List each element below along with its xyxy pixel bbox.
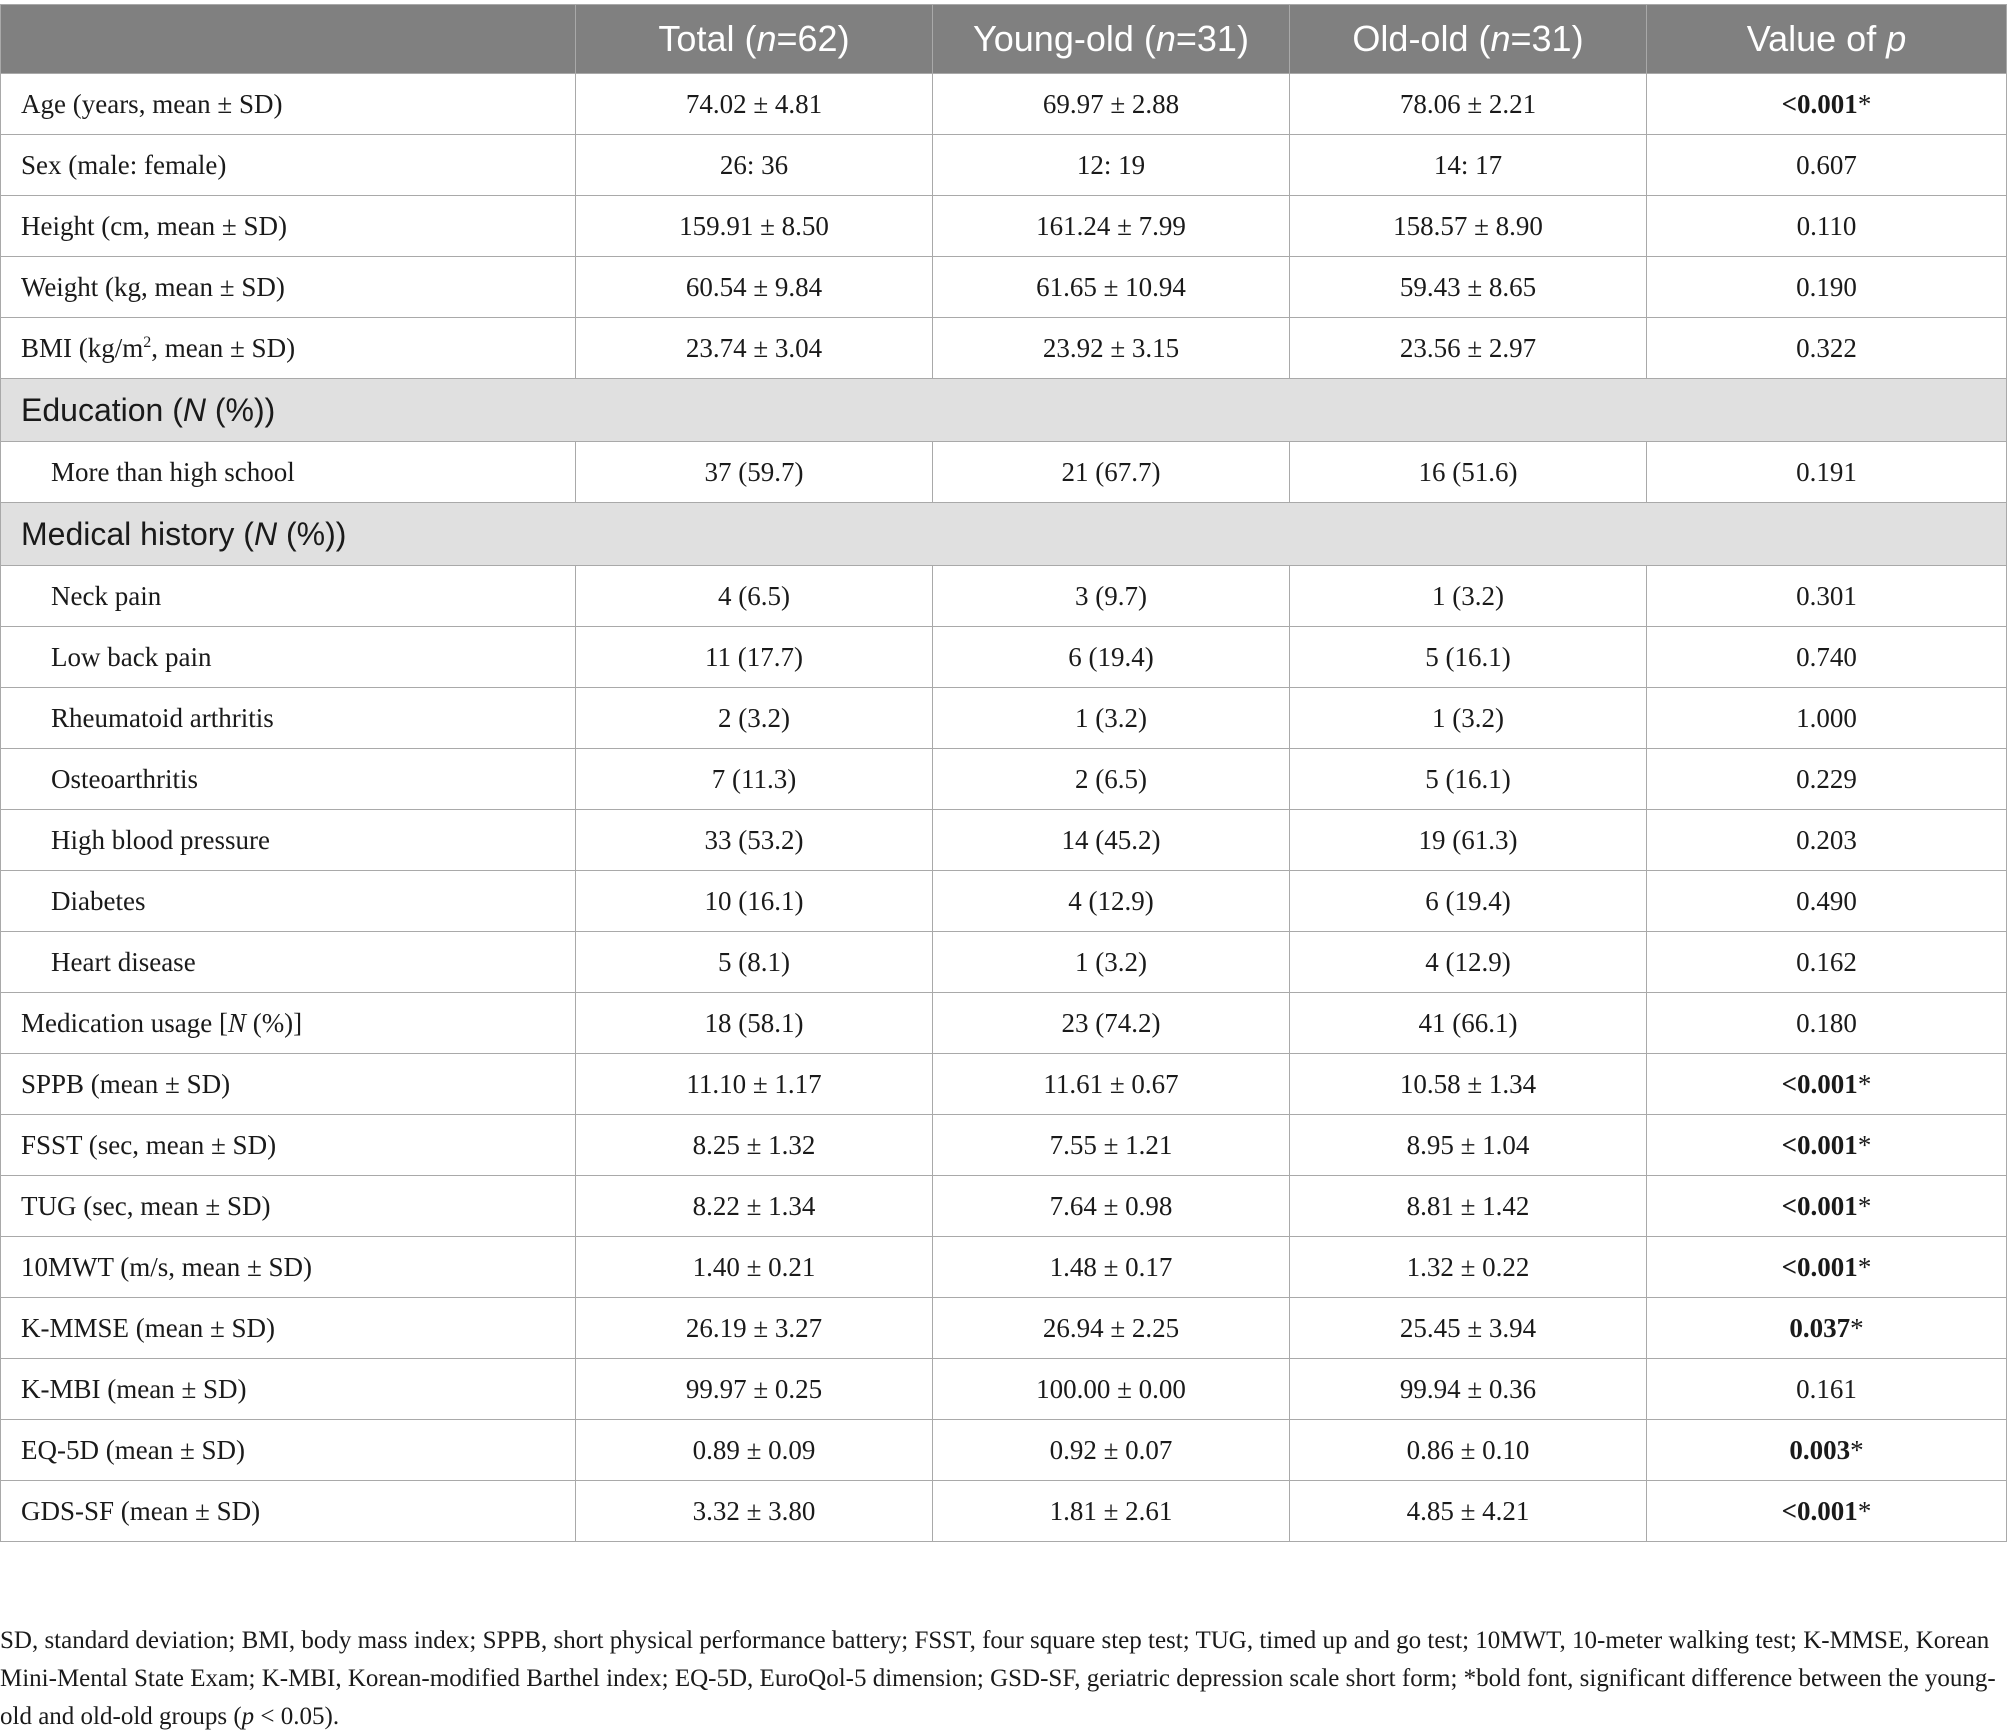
cell-total: 4 (6.5) — [576, 566, 933, 627]
header-p-value: Value of p — [1647, 5, 2007, 74]
row-label: Height (cm, mean ± SD) — [1, 196, 576, 257]
row-label: Rheumatoid arthritis — [1, 688, 576, 749]
cell-old-old: 8.95 ± 1.04 — [1290, 1115, 1647, 1176]
table-row — [1, 566, 2007, 627]
section-education — [1, 379, 2007, 442]
header-young-old: Young-old (n=31) — [933, 5, 1290, 74]
row-label: More than high school — [1, 442, 576, 503]
cell-total: 5 (8.1) — [576, 932, 933, 993]
row-label: Neck pain — [1, 566, 576, 627]
cell-young-old: 11.61 ± 0.67 — [933, 1054, 1290, 1115]
row-label: Medication usage [N (%)] — [1, 993, 576, 1054]
table-row — [1, 1054, 2007, 1115]
table-footnote: SD, standard deviation; BMI, body mass index; SPPB, short physical performance battery; FSST, four square step test; TUG, timed up and go test; 10MWT, 10-meter walking test; K-MMSE, Korean Mini-Mental State Exam; K-MBI, Korean-modified Barthel index; EQ-5D, EuroQol-5 dimension; GSD-SF, geriatric depression scale short form; *bold font, significant difference between the young-old and old-old groups (p < 0.05). — [0, 1627, 1996, 1730]
table-header — [1, 5, 2007, 74]
cell-total: 11.10 ± 1.17 — [576, 1054, 933, 1115]
cell-p-value: 0.190 — [1647, 257, 2007, 318]
cell-total: 99.97 ± 0.25 — [576, 1359, 933, 1420]
row-label: GDS-SF (mean ± SD) — [1, 1481, 576, 1542]
table-row — [1, 871, 2007, 932]
cell-total: 23.74 ± 3.04 — [576, 318, 933, 379]
table-row — [1, 810, 2007, 871]
cell-p-value: 0.740 — [1647, 627, 2007, 688]
cell-p-value: <0.001* — [1647, 1115, 2007, 1176]
section-heading: Medical history (N (%)) — [1, 503, 2007, 566]
cell-p-value: 0.003* — [1647, 1420, 2007, 1481]
table-row — [1, 932, 2007, 993]
table-row — [1, 135, 2007, 196]
row-label: Osteoarthritis — [1, 749, 576, 810]
cell-p-value: <0.001* — [1647, 1481, 2007, 1542]
row-label: 10MWT (m/s, mean ± SD) — [1, 1237, 576, 1298]
row-label: Heart disease — [1, 932, 576, 993]
row-label: Sex (male: female) — [1, 135, 576, 196]
cell-young-old: 1.48 ± 0.17 — [933, 1237, 1290, 1298]
table-row — [1, 257, 2007, 318]
cell-old-old: 10.58 ± 1.34 — [1290, 1054, 1647, 1115]
cell-young-old: 21 (67.7) — [933, 442, 1290, 503]
cell-young-old: 12: 19 — [933, 135, 1290, 196]
cell-p-value: 0.191 — [1647, 442, 2007, 503]
table-row — [1, 993, 2007, 1054]
cell-p-value: 0.607 — [1647, 135, 2007, 196]
cell-old-old: 78.06 ± 2.21 — [1290, 74, 1647, 135]
cell-total: 10 (16.1) — [576, 871, 933, 932]
row-label: K-MBI (mean ± SD) — [1, 1359, 576, 1420]
cell-p-value: 0.180 — [1647, 993, 2007, 1054]
row-label: High blood pressure — [1, 810, 576, 871]
cell-total: 11 (17.7) — [576, 627, 933, 688]
header-empty — [1, 5, 576, 74]
cell-old-old: 6 (19.4) — [1290, 871, 1647, 932]
cell-p-value: 0.037* — [1647, 1298, 2007, 1359]
cell-young-old: 1 (3.2) — [933, 688, 1290, 749]
row-label: FSST (sec, mean ± SD) — [1, 1115, 576, 1176]
cell-old-old: 19 (61.3) — [1290, 810, 1647, 871]
cell-total: 159.91 ± 8.50 — [576, 196, 933, 257]
cell-young-old: 23.92 ± 3.15 — [933, 318, 1290, 379]
cell-young-old: 26.94 ± 2.25 — [933, 1298, 1290, 1359]
cell-young-old: 4 (12.9) — [933, 871, 1290, 932]
cell-old-old: 8.81 ± 1.42 — [1290, 1176, 1647, 1237]
cell-old-old: 0.86 ± 0.10 — [1290, 1420, 1647, 1481]
cell-old-old: 25.45 ± 3.94 — [1290, 1298, 1647, 1359]
cell-p-value: <0.001* — [1647, 1237, 2007, 1298]
cell-old-old: 99.94 ± 0.36 — [1290, 1359, 1647, 1420]
row-label: EQ-5D (mean ± SD) — [1, 1420, 576, 1481]
cell-young-old: 61.65 ± 10.94 — [933, 257, 1290, 318]
header-row — [1, 5, 2007, 74]
cell-total: 18 (58.1) — [576, 993, 933, 1054]
cell-total: 1.40 ± 0.21 — [576, 1237, 933, 1298]
cell-total: 8.25 ± 1.32 — [576, 1115, 933, 1176]
cell-young-old: 2 (6.5) — [933, 749, 1290, 810]
table-row — [1, 1420, 2007, 1481]
table-row — [1, 1298, 2007, 1359]
cell-p-value: 0.162 — [1647, 932, 2007, 993]
cell-old-old: 1.32 ± 0.22 — [1290, 1237, 1647, 1298]
table-row — [1, 1115, 2007, 1176]
cell-old-old: 23.56 ± 2.97 — [1290, 318, 1647, 379]
cell-total: 3.32 ± 3.80 — [576, 1481, 933, 1542]
cell-total: 2 (3.2) — [576, 688, 933, 749]
table-row — [1, 749, 2007, 810]
cell-p-value: 0.229 — [1647, 749, 2007, 810]
row-label: Age (years, mean ± SD) — [1, 74, 576, 135]
cell-young-old: 7.64 ± 0.98 — [933, 1176, 1290, 1237]
cell-old-old: 5 (16.1) — [1290, 749, 1647, 810]
header-old-old: Old-old (n=31) — [1290, 5, 1647, 74]
cell-young-old: 1 (3.2) — [933, 932, 1290, 993]
cell-young-old: 6 (19.4) — [933, 627, 1290, 688]
row-label: Weight (kg, mean ± SD) — [1, 257, 576, 318]
cell-p-value: 0.161 — [1647, 1359, 2007, 1420]
cell-young-old: 1.81 ± 2.61 — [933, 1481, 1290, 1542]
cell-old-old: 16 (51.6) — [1290, 442, 1647, 503]
section-medical-history — [1, 503, 2007, 566]
cell-old-old: 4.85 ± 4.21 — [1290, 1481, 1647, 1542]
row-label: TUG (sec, mean ± SD) — [1, 1176, 576, 1237]
header-total: Total (n=62) — [576, 5, 933, 74]
cell-total: 0.89 ± 0.09 — [576, 1420, 933, 1481]
cell-total: 7 (11.3) — [576, 749, 933, 810]
cell-p-value: 0.110 — [1647, 196, 2007, 257]
cell-total: 33 (53.2) — [576, 810, 933, 871]
cell-old-old: 1 (3.2) — [1290, 566, 1647, 627]
row-label: K-MMSE (mean ± SD) — [1, 1298, 576, 1359]
cell-young-old: 23 (74.2) — [933, 993, 1290, 1054]
table-row — [1, 1176, 2007, 1237]
table-body — [1, 74, 2007, 1542]
cell-p-value: <0.001* — [1647, 1054, 2007, 1115]
table-row — [1, 1359, 2007, 1420]
cell-young-old: 100.00 ± 0.00 — [933, 1359, 1290, 1420]
row-label: Low back pain — [1, 627, 576, 688]
row-label: Diabetes — [1, 871, 576, 932]
table-row — [1, 1481, 2007, 1542]
cell-total: 74.02 ± 4.81 — [576, 74, 933, 135]
row-label: SPPB (mean ± SD) — [1, 1054, 576, 1115]
cell-total: 26: 36 — [576, 135, 933, 196]
cell-old-old: 4 (12.9) — [1290, 932, 1647, 993]
cell-p-value: 0.322 — [1647, 318, 2007, 379]
cell-young-old: 3 (9.7) — [933, 566, 1290, 627]
cell-p-value: 0.301 — [1647, 566, 2007, 627]
cell-young-old: 161.24 ± 7.99 — [933, 196, 1290, 257]
cell-total: 60.54 ± 9.84 — [576, 257, 933, 318]
cell-p-value: 0.203 — [1647, 810, 2007, 871]
cell-old-old: 14: 17 — [1290, 135, 1647, 196]
cell-p-value: <0.001* — [1647, 74, 2007, 135]
cell-total: 8.22 ± 1.34 — [576, 1176, 933, 1237]
table-row — [1, 74, 2007, 135]
cell-old-old: 158.57 ± 8.90 — [1290, 196, 1647, 257]
cell-old-old: 5 (16.1) — [1290, 627, 1647, 688]
table-row — [1, 318, 2007, 379]
cell-young-old: 69.97 ± 2.88 — [933, 74, 1290, 135]
cell-old-old: 41 (66.1) — [1290, 993, 1647, 1054]
cell-young-old: 14 (45.2) — [933, 810, 1290, 871]
cell-p-value: <0.001* — [1647, 1176, 2007, 1237]
table-row — [1, 196, 2007, 257]
table-container — [0, 4, 2006, 1542]
cell-p-value: 0.490 — [1647, 871, 2007, 932]
section-heading: Education (N (%)) — [1, 379, 2007, 442]
row-label: BMI ($kg/m^2$, mean ± SD) — [1, 318, 576, 379]
table-row — [1, 1237, 2007, 1298]
cell-young-old: 7.55 ± 1.21 — [933, 1115, 1290, 1176]
cell-old-old: 1 (3.2) — [1290, 688, 1647, 749]
cell-total: 26.19 ± 3.27 — [576, 1298, 933, 1359]
cell-p-value: 1.000 — [1647, 688, 2007, 749]
cell-total: 37 (59.7) — [576, 442, 933, 503]
cell-old-old: 59.43 ± 8.65 — [1290, 257, 1647, 318]
table-row — [1, 442, 2007, 503]
cell-young-old: 0.92 ± 0.07 — [933, 1420, 1290, 1481]
characteristics-table — [0, 4, 2007, 1542]
table-row — [1, 627, 2007, 688]
table-row — [1, 688, 2007, 749]
